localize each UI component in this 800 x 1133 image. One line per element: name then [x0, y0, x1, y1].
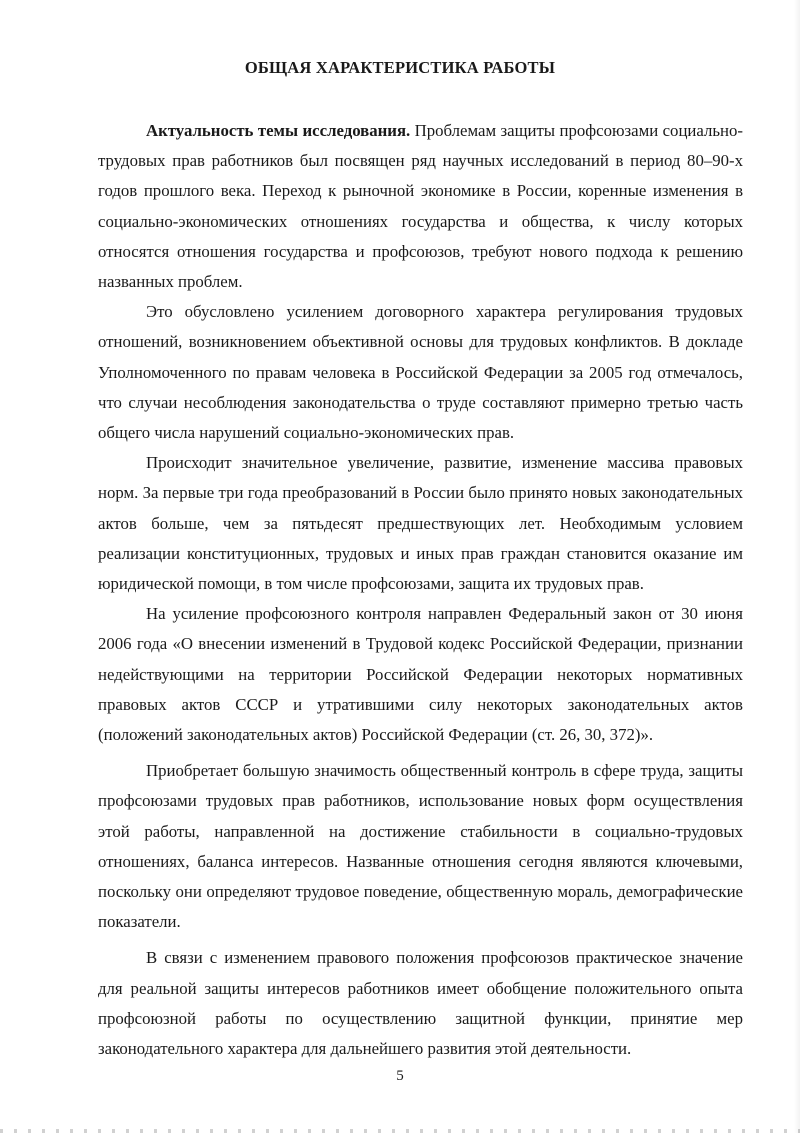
paragraph: Приобретает большую значимость общественный контроль в сфере труда, защиты профсоюзами трудовых прав работников, использование новых форм осуществления этой работы, направленной на достижение стабильности в социально-трудовых отношениях, баланса интересов. Названные отношения сегодня являются ключевыми, поскольку они определяют трудовое поведение, общественную мораль, демографические показатели.: [98, 761, 743, 932]
paragraph-text: Проблемам защиты профсоюзами социально-трудовых прав работников был посвящен ряд научных исследований в период 80–90-х годов прошлого века. Переход к рыночной экономике в России, коренные изменения в социально-экономических отношениях государства и общества, к числу которых относятся отношения государства и профсоюзов, требуют нового подхода к решению названных проблем.: [98, 121, 743, 292]
body-text: [98, 116, 743, 1064]
scan-bottom-artifacts: [0, 1129, 800, 1133]
paragraph: Происходит значительное увеличение, развитие, изменение массива правовых норм. За первые три года преобразований в России было принято новых законодательных актов больше, чем за пятьдесят предшествующих лет. Необходимым условием реализации конституционных, трудовых и иных прав граждан становится оказание им юридической помощи, в том числе профсоюзами, защита их трудовых прав.: [98, 453, 743, 594]
paragraph-relevance: [98, 116, 743, 297]
paragraph: На усиление профсоюзного контроля направлен Федеральный закон от 30 июня 2006 года «О внесении изменений в Трудовой кодекс Российской Федерации, признании недействующими на территории Российской Федерации некоторых нормативных правовых актов СССР и утратившими силу некоторых законодательных актов (положений законодательных актов) Российской Федерации (ст. 26, 30, 372)».: [98, 604, 743, 745]
paragraph-lead: Актуальность темы исследования.: [146, 121, 411, 140]
paragraph: Это обусловлено усилением договорного характера регулирования трудовых отношений, возникновением объективной основы для трудовых конфликтов. В докладе Уполномоченного по правам человека в Российской Федерации за 2005 год отмечалось, что случаи несоблюдения законодательства о труде составляют примерно третью часть общего числа нарушений социально-экономических прав.: [98, 302, 743, 443]
scan-edge-shadow: [794, 0, 800, 1133]
page-title: ОБЩАЯ ХАРАКТЕРИСТИКА РАБОТЫ: [244, 58, 556, 77]
page-number: 5: [396, 1068, 404, 1084]
paragraph: В связи с изменением правового положения профсоюзов практическое значение для реальной защиты интересов работников имеет обобщение положительного опыта профсоюзной работы по осуществлению защитной функции, принятие мер законодательного характера для дальнейшего развития этой деятельности.: [98, 948, 743, 1059]
